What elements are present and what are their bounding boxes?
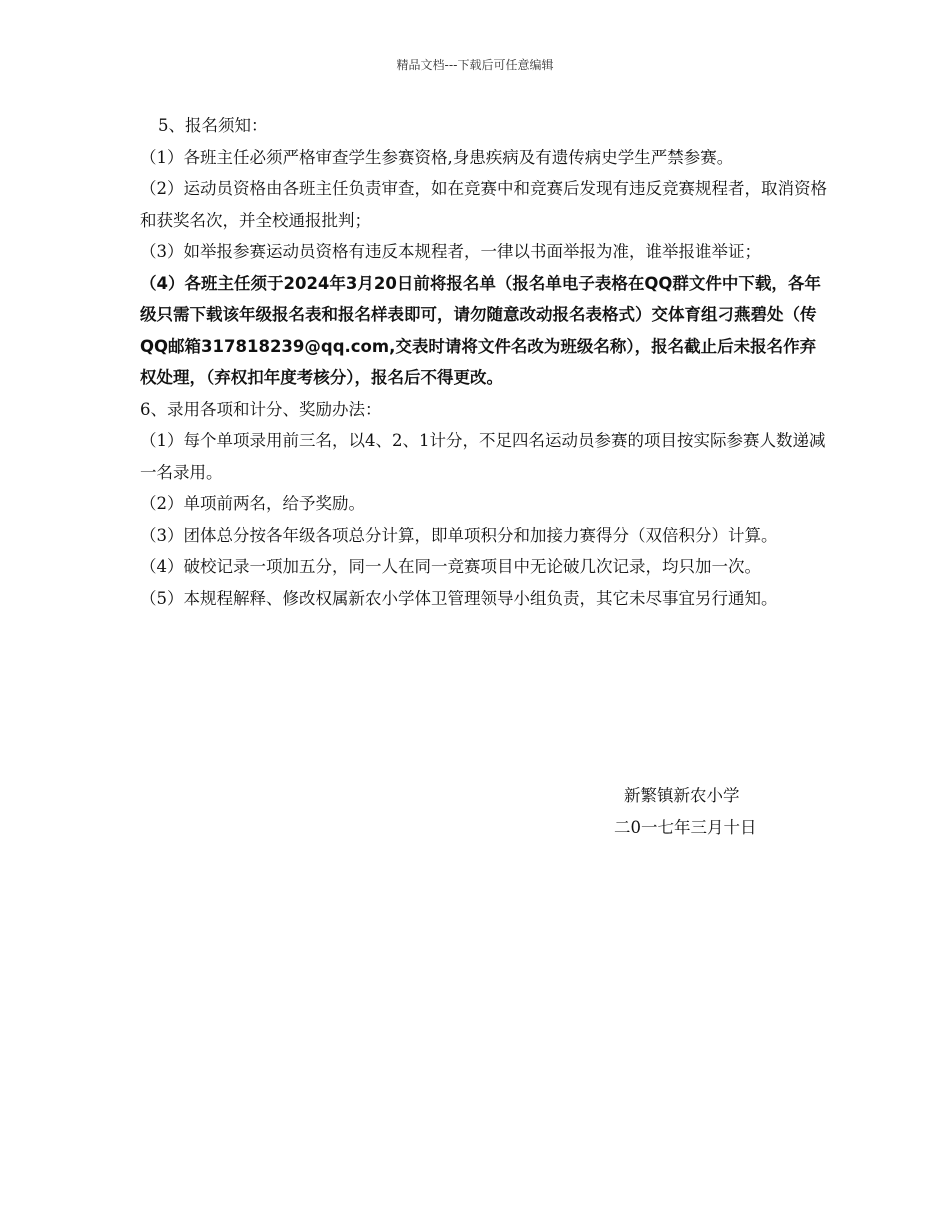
section-5-item-1: （1）各班主任必须严格审查学生参赛资格,身患疾病及有遗传病史学生严禁参赛。 — [140, 147, 734, 167]
section-5-title: 5、报名须知： — [158, 116, 268, 135]
section-6-item-5: （5）本规程解释、修改权属新农小学体卫管理领导小组负责，其它未尽事宜另行通知。 — [140, 588, 778, 608]
section-6-title: 6、录用各项和计分、奖励办法： — [140, 399, 382, 419]
section-5-item-4: （4）各班主任须于2024年3月20日前将报名单（报名单电子表格在QQ群文件中下载，各年级只需下载该年级报名表和报名样表即可，请勿随意改动报名表格式）交体育组刁燕碧处（传QQ邮箱317818239@qq.com,交表时请将文件名改为班级名称），报名截止后未报名作弃权处理，（弃权扣年度考核分），报名后不得更改。 — [140, 273, 821, 387]
signature-date: 二0一七年三月十日 — [614, 817, 757, 837]
section-5-item-2: （2）运动员资格由各班主任负责审查，如在竞赛中和竞赛后发现有违反竞赛规程者，取消资格和获奖名次，并全校通报批判； — [140, 179, 827, 230]
signature-block — [614, 780, 757, 843]
page-header: 精品文档---下载后可任意编辑 — [396, 58, 554, 72]
section-6-item-2: （2）单项前两名，给予奖励。 — [140, 494, 365, 513]
signature-school: 新繁镇新农小学 — [624, 786, 740, 805]
document-body — [140, 110, 830, 614]
section-5-item-3: （3）如举报参赛运动员资格有违反本规程者，一律以书面举报为准，谁举报谁举证； — [140, 242, 761, 261]
section-6-item-4: （4）破校记录一项加五分，同一人在同一竞赛项目中无论破几次记录，均只加一次。 — [140, 557, 761, 576]
section-6-item-3: （3）团体总分按各年级各项总分计算，即单项积分和加接力赛得分（双倍积分）计算。 — [140, 525, 778, 545]
section-6-item-1: （1）每个单项录用前三名，以4、2、1计分，不足四名运动员参赛的项目按实际参赛人数递减一名录用。 — [140, 431, 826, 482]
